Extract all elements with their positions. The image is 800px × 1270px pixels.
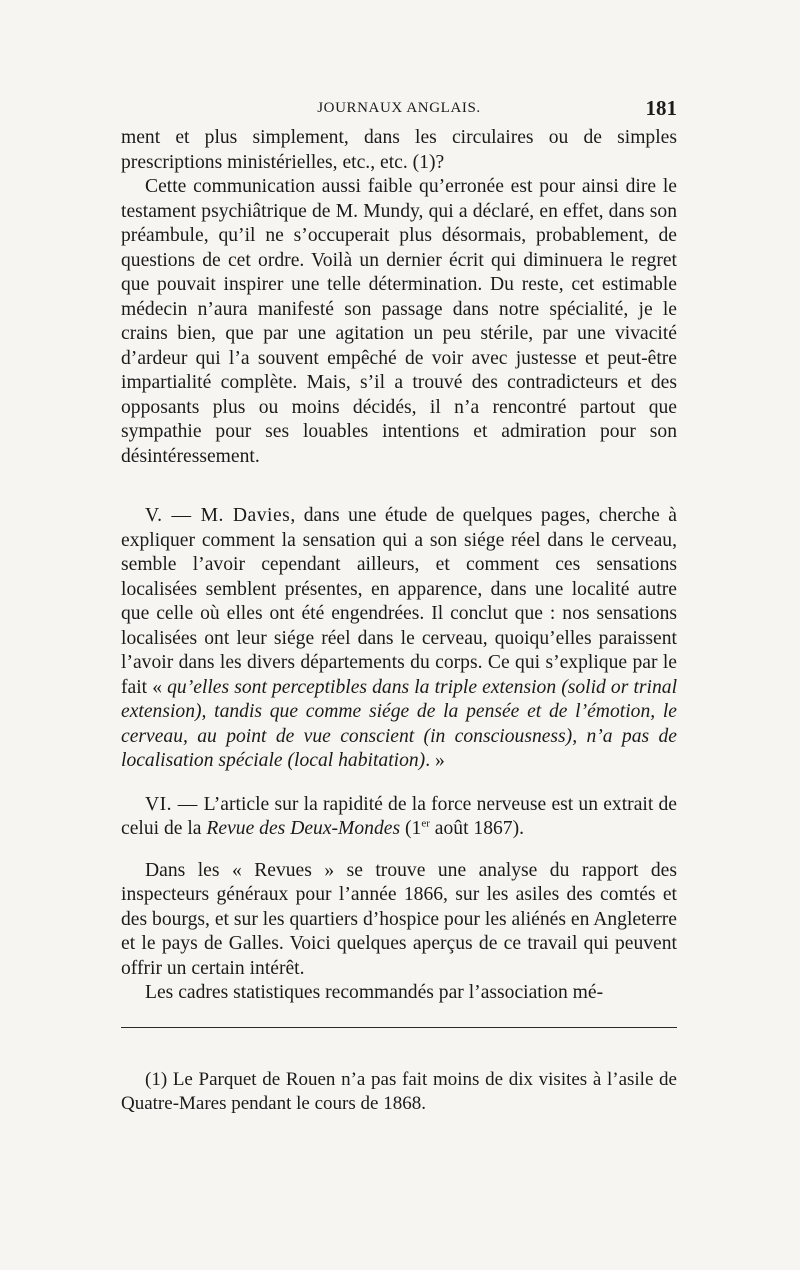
section-v-paragraph	[121, 504, 677, 774]
author-name: M. Davies	[200, 505, 291, 526]
section-number-vi: VI. —	[145, 793, 204, 815]
page-body	[121, 126, 677, 1006]
journal-title: Revue des Deux-Mondes	[206, 818, 401, 839]
paragraph-continuation: ment et plus simplement, dans les circulaires ou de simples prescriptions ministérielles, etc., etc. (1)?	[121, 127, 677, 173]
section-number-v: V. —	[145, 505, 201, 526]
paragraph-revues: Dans les « Revues » se trouve une analyse du rapport des inspecteurs généraux pour l’année 1866, sur les asiles des comtés et des bourgs, et sur les quartiers d’hospice pour les aliénés en Angleterre et le pays de Galles. Voici quelques aperçus de ce travail qui peuvent offrir un certain intérêt.	[121, 859, 677, 979]
paragraph-cadres: Les cadres statistiques recommandés par l’association mé-	[145, 982, 604, 1003]
date-prefix: (1	[400, 818, 422, 839]
footnote: (1) Le Parquet de Rouen n’a pas fait moins de dix visites à l’asile de Quatre-Mares pendant le cours de 1868.	[121, 1068, 677, 1114]
page-number: 181	[645, 96, 677, 120]
section-vi-paragraph	[121, 793, 677, 842]
page-header	[121, 96, 677, 126]
date-suffix: août 1867).	[429, 818, 525, 839]
book-page	[121, 96, 677, 1117]
section-v-closing: . »	[425, 750, 445, 771]
footnote-rule	[121, 1027, 677, 1028]
running-head: JOURNAUX ANGLAIS.	[317, 100, 481, 116]
section-vi-text: L’article sur la rapidité de la force nerveuse est un extrait de celui de la	[121, 793, 677, 839]
paragraph-mundy: Cette communication aussi faible qu’erronée est pour ainsi dire le testament psychiâtrique de M. Mundy, qui a déclaré, en effet, dans son préambule, qu’il ne s’occuperait plus désormais, probablement, de questions de cet ordre. Voilà un dernier écrit qui diminuera le regret que pouvait inspirer une telle détermination. Du reste, cet estimable médecin n’aura manifesté son passage dans notre spécialité, je le crains bien, que par une agitation un peu stérile, par une vivacité d’ardeur qui l’a souvent empêché de voir avec justesse et peut-être impartialité complète. Mais, s’il a trouvé des contradicteurs et des opposants plus ou moins décidés, il n’a rencontré partout que sympathie pour ses louables intentions et admiration pour son désintéressement.	[121, 176, 677, 467]
section-v-quote: qu’elles sont perceptibles dans la triple extension (solid or trinal extension), tandis que comme siége de la pensée et de l’émotion, le cerveau, au point de vue conscient (in consciousness), n’a pas de localisation spéciale (local habitation)	[121, 676, 678, 771]
date-superscript: er	[421, 817, 430, 830]
section-v-text: , dans une étude de quelques pages, cherche à expliquer comment la sensation qui a son siége réel dans le cerveau, semble l’avoir cependant ailleurs, et comment ces sensations localisées semblent présentes, en apparence, dans une localité autre que celle où elles ont été engendrées. Il conclut que : nos sensations localisées ont leur siége réel dans le cerveau, quoiqu’elles paraissent l’avoir dans les divers départements du corps. Ce qui s’explique par le fait «	[121, 505, 677, 698]
